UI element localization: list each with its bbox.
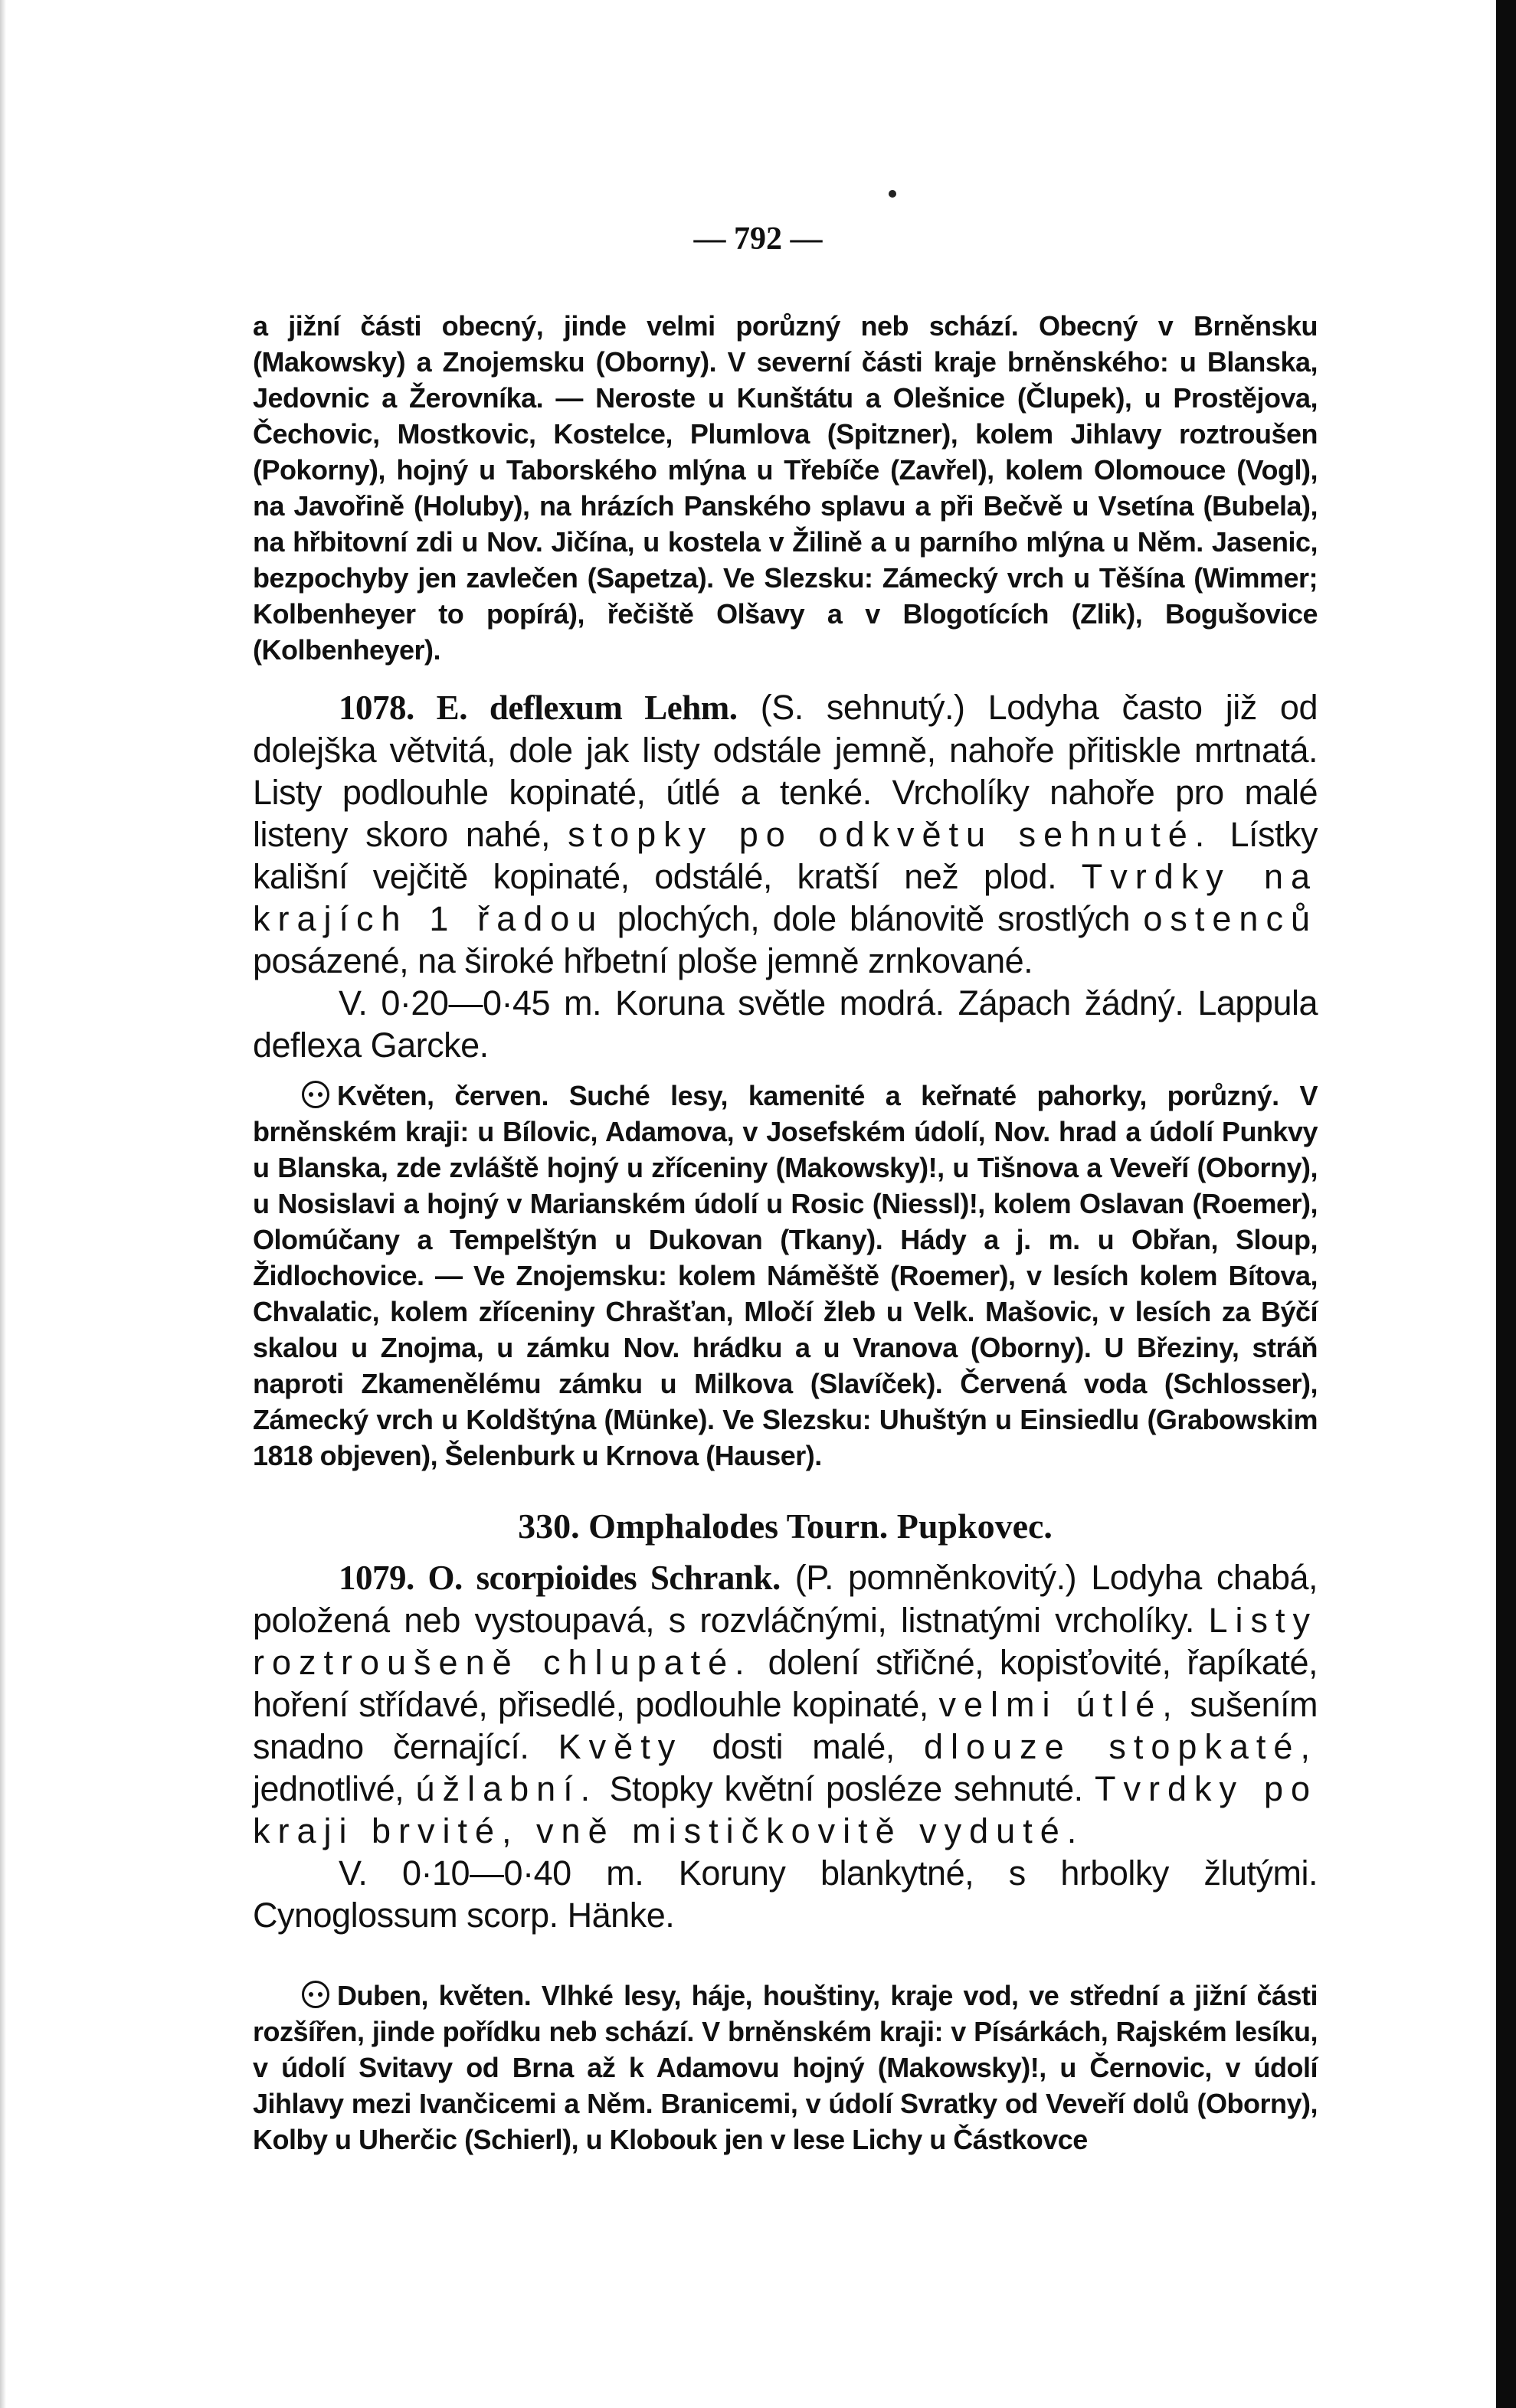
desc-spaced: velmi útlé, xyxy=(938,1685,1180,1724)
entry-1079-distribution-text: Duben, květen. Vlhké lesy, háje, houštiny, kraje vod, ve střední a jižní části rozšířen, jinde pořídku neb schází. V brněnském kraji: v Písárkách, Rajském lesíku, v údolí Svitavy od Brna až k Adamovu hojný (Makowsky)!, u Černovic, v údolí Jihlavy mezi Ivančicemi a Něm. Branicemi, v údolí Svratky od Veveří dolů (Oborny), Kolby u Uherčic (Schierl), u Klobouk jen v lese Lichy u Částkovce xyxy=(253,1980,1318,2155)
perennial-symbol-icon xyxy=(302,1981,329,2008)
entry-1079-size: V. 0·10—0·40 m. Koruny blankytné, s hrbolky žlutými. Cynoglossum scorp. Hänke. xyxy=(253,1853,1318,1935)
desc-spaced: ostenců xyxy=(1143,899,1318,938)
desc-part: (S. sehnutý.) Lodyha často již od dolejška větvitá, dole jak listy odstále jemně, nahoře přitiskle mrtnatá. Listy podlouhle kopinaté, útlé a tenké. Vrcholíky nahoře pro malé listeny skoro nahé, xyxy=(253,688,1318,854)
desc-part: Stopky květní posléze sehnuté. xyxy=(609,1769,1083,1808)
desc-part: dosti malé, xyxy=(712,1727,895,1766)
entry-1079-name: 1079. O. scorpioides Schrank. xyxy=(339,1559,781,1597)
desc-spaced: Květy xyxy=(558,1727,683,1766)
desc-part: jednotlivé, xyxy=(253,1769,404,1808)
desc-part: dolení střičné, kopisťovité, řapíkaté, hoření střídavé, přisedlé, podlouhle kopinaté, xyxy=(253,1643,1318,1724)
desc-spaced: stopky po odkvětu sehnuté. xyxy=(568,815,1213,854)
entry-1078-name: 1078. E. deflexum Lehm. xyxy=(339,689,738,727)
biennial-symbol-icon xyxy=(302,1081,329,1108)
entry-1078-distribution-text: Květen, červen. Suché lesy, kamenité a keřnaté pahorky, porůzný. V brněnském kraji: u Bílovic, Adamova, v Josefském údolí, Nov. hrad a údolí Punkvy u Blanska, zde zvláště hojný u zříceniny (Makowsky)!, u Tišnova a Veveří (Oborny), u Nosislavi a hojný v Marianském údolí u Rosic (Niessl)!, kolem Oslavan (Roemer), Olomúčany a Tempelštýn u Dukovan (Tkany). Hády a j. m. u Obřan, Sloup, Židlochovice. — Ve Znojemsku: kolem Náměště (Roemer), v lesích kolem Bítova, Chvalatic, kolem zříceniny Chrašťan, Mločí žleb u Velk. Mašovic, v lesích za Býčí skalou u Znojma, u zámku Nov. hrádku a u Vranova (Oborny). U Březiny, stráň naproti Zkamenělému zámku u Milkova (Slavíček). Červená voda (Schlosser), Zámecký vrch u Koldštýna (Münke). Ve Slezsku: Uhuštýn u Einsiedlu (Grabowskim 1818 objeven), Šelenburk u Krnova (Hauser). xyxy=(253,1080,1318,1471)
desc-part: Lístky kališní vejčitě kopinaté, odstálé, kratší než plod. xyxy=(253,815,1318,896)
entry-1078-size: V. 0·20—0·45 m. Koruna světle modrá. Zápach žádný. Lappula deflexa Garcke. xyxy=(253,983,1318,1065)
entry-1078-description xyxy=(253,686,1318,982)
entry-1078 xyxy=(253,686,1318,1066)
desc-spaced: Tvrdky na krajích 1 řadou xyxy=(253,857,1318,938)
desc-part: plochých, dole blánovitě srostlých xyxy=(617,899,1131,938)
desc-part: posázené, na široké hřbetní ploše jemně zrnkované. xyxy=(253,941,1033,980)
desc-spaced: úžlabní. xyxy=(415,1769,598,1808)
entry-1079 xyxy=(253,1556,1318,1936)
desc-spaced: Listy roztroušeně chlupaté. xyxy=(253,1601,1318,1682)
continuation-paragraph xyxy=(253,308,1318,668)
desc-spaced: Tvrdky po kraji brvité, vně mističkovitě vyduté. xyxy=(253,1769,1318,1850)
entry-1079-description xyxy=(253,1556,1318,1852)
desc-part: sušením snadno černající. xyxy=(253,1685,1318,1766)
entry-1079-distribution xyxy=(253,1978,1318,2158)
desc-part: (P. pomněnkovitý.) Lodyha chabá, položená neb vystoupavá, s rozvláčnými, listnatými vrcholíky. xyxy=(253,1558,1318,1640)
page-number: — 792 — xyxy=(693,221,823,257)
genus-330 xyxy=(253,1504,1318,1549)
scan-left-edge xyxy=(0,0,6,2408)
desc-spaced: dlouze stopkaté, xyxy=(924,1727,1318,1766)
continuation-text: a jižní části obecný, jinde velmi porůzný neb schází. Obecný v Brněnsku (Makowsky) a Znojemsku (Oborny). V severní části kraje brněnského: u Blanska, Jedovnic a Žerovníka. — Neroste u Kunštátu a Olešnice (Člupek), u Prostějova, Čechovic, Mostkovic, Kostelce, Plumlova (Spitzner), kolem Jihlavy roztroušen (Pokorny), hojný u Taborského mlýna u Třebíče (Zavřel), kolem Olomouce (Vogl), na Javořině (Holuby), na hrázích Panského splavu a při Bečvě u Vsetína (Bubela), na hřbitovní zdi u Nov. Jičína, u kostela v Žilině a u parního mlýna u Něm. Jasenic, bezpochyby jen zavlečen (Sapetza). Ve Slezsku: Zámecký vrch u Těšína (Wimmer; Kolbenheyer to popírá), řečiště Olšavy a v Blogotících (Zlik), Bogušovice (Kolbenheyer). xyxy=(253,310,1318,666)
entry-1078-distribution xyxy=(253,1078,1318,1474)
genus-heading: 330. Omphalodes Tourn. Pupkovec. xyxy=(518,1507,1053,1546)
scan-right-edge xyxy=(1496,0,1516,2408)
print-dot xyxy=(889,190,896,198)
